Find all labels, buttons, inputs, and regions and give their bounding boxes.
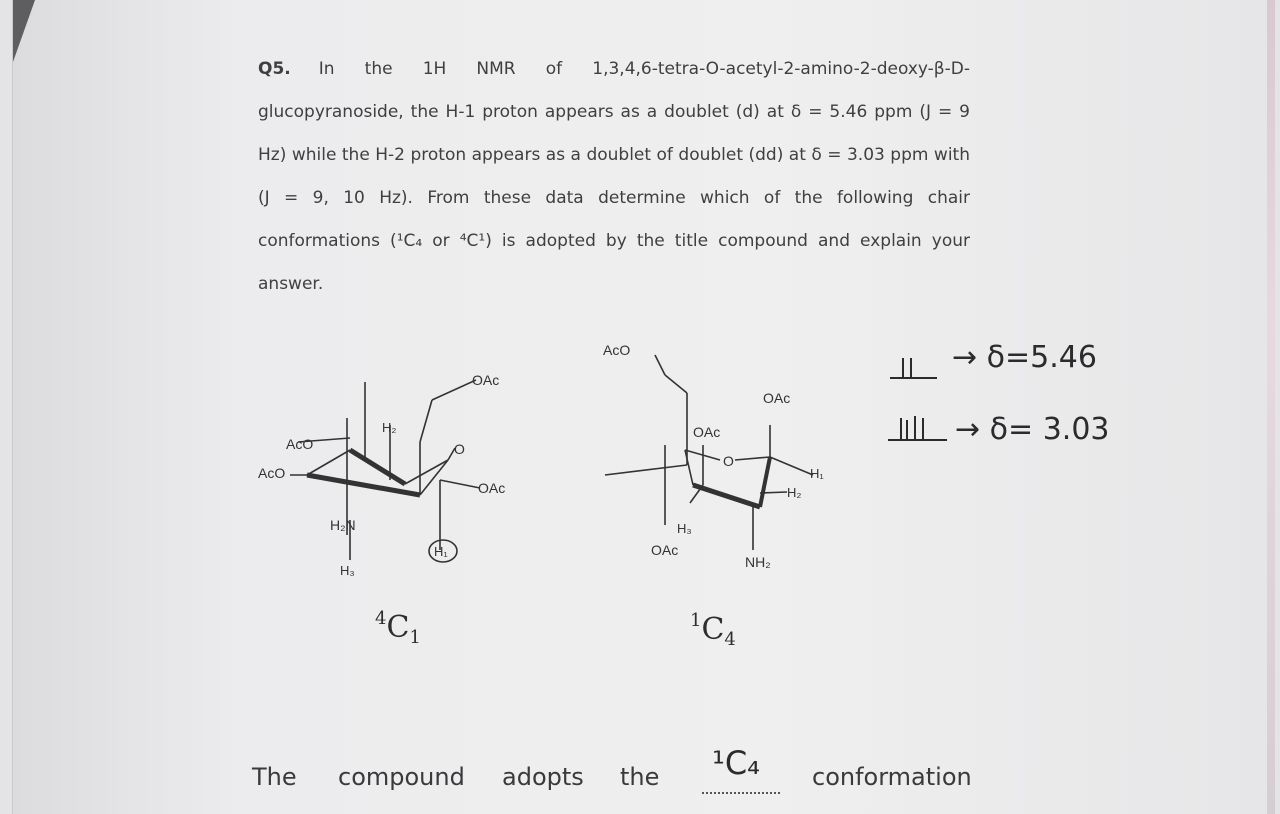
h2-label: H₂ <box>382 420 397 435</box>
amino-label: H₂N <box>330 517 356 533</box>
h3-label: H₃ <box>677 521 692 536</box>
handwritten-line-2: → δ= 3.03 <box>955 412 1110 447</box>
handwritten-doublet-sketch <box>885 350 955 450</box>
label-1c4-super: 1 <box>690 610 702 631</box>
question-body: In the 1H NMR of 1,3,4,6-tetra-O-acetyl-2-amino-2-deoxy-β-D-glucopyranoside, the H-1 proton appears as a doublet (d) at δ = 5.46 ppm (J = 9 Hz) while the H-2 proton appears as a doublet of doublet (dd) at δ = 3.03 ppm with (J = 9, 10 Hz). From these data determine which of the following chair conformations (¹C₄ or ⁴C¹) is adopted by the title compound and explain your answer. <box>258 59 970 294</box>
handwritten-answer-fill: ¹C₄ <box>712 744 760 782</box>
aco-top-label: AcO <box>603 342 631 358</box>
label-4c1-sub: 1 <box>409 627 421 648</box>
oac-mid-label: OAc <box>693 424 721 440</box>
answer-blank-dotted-line <box>702 792 780 794</box>
page-edge-strip <box>1267 0 1275 814</box>
oac-top-label: OAc <box>472 372 500 388</box>
nh2-label: NH₂ <box>745 554 771 570</box>
h3-label: H₃ <box>340 563 355 578</box>
h1-label: H₁ <box>810 466 824 481</box>
oac-bottom-label: OAc <box>651 542 679 558</box>
aco-top-label: AcO <box>286 436 314 452</box>
conformation-label-4c1 <box>375 608 421 648</box>
folded-corner <box>13 0 35 62</box>
oac-right-top-label: OAc <box>763 390 791 406</box>
label-1c4-sub: 4 <box>724 629 736 650</box>
handwritten-line-1: → δ=5.46 <box>952 340 1097 375</box>
question-number: Q5. <box>258 59 291 79</box>
answer-word-adopts: adopts <box>502 763 584 791</box>
label-4c1-main: C <box>386 610 410 645</box>
answer-word-the: The <box>252 763 297 791</box>
answer-word-the-2: the <box>620 763 660 791</box>
aco-mid-label: AcO <box>258 465 286 481</box>
answer-word-compound: compound <box>338 763 465 791</box>
h1-circled-label: H₁ <box>434 544 448 559</box>
chair-1c4-diagram <box>595 335 855 585</box>
question-text-block <box>258 48 970 306</box>
h2-label: H₂ <box>787 485 802 500</box>
label-4c1-super: 4 <box>375 608 387 629</box>
chair-4c1-diagram <box>250 360 550 590</box>
ring-oxygen-label: O <box>723 453 734 469</box>
answer-word-conformation: conformation <box>812 763 972 791</box>
label-1c4-main: C <box>701 612 725 647</box>
conformation-label-1c4 <box>690 610 736 650</box>
oac-right-label: OAc <box>478 480 506 496</box>
ring-oxygen-label: O <box>454 441 465 457</box>
